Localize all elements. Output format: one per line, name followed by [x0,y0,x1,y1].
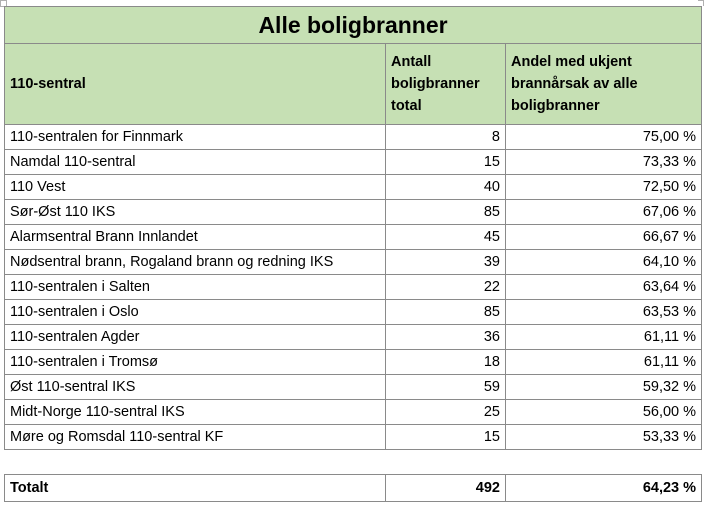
cell-name[interactable]: 110-sentralen i Salten [5,275,386,300]
table-row [5,300,702,325]
table-row [5,275,702,300]
cell-count[interactable]: 25 [386,400,506,425]
cell-share[interactable]: 72,50 % [506,175,702,200]
table-row [5,400,702,425]
cell-name[interactable]: 110 Vest [5,175,386,200]
cell-count[interactable]: 39 [386,250,506,275]
cell-count[interactable]: 85 [386,300,506,325]
cell-name[interactable]: Namdal 110-sentral [5,150,386,175]
empty-cell[interactable] [506,450,702,475]
cell-share[interactable]: 61,11 % [506,325,702,350]
cell-share[interactable]: 66,67 % [506,225,702,250]
cell-name[interactable]: Midt-Norge 110-sentral IKS [5,400,386,425]
cell-share[interactable]: 59,32 % [506,375,702,400]
total-label[interactable]: Totalt [5,475,386,502]
table-row [5,375,702,400]
cell-share[interactable]: 67,06 % [506,200,702,225]
cell-count[interactable]: 15 [386,150,506,175]
cell-name[interactable]: Sør-Øst 110 IKS [5,200,386,225]
cell-count[interactable]: 85 [386,200,506,225]
table-row [5,175,702,200]
table-row [5,350,702,375]
cell-name[interactable]: 110-sentralen i Oslo [5,300,386,325]
spreadsheet [4,6,701,502]
cell-share[interactable]: 53,33 % [506,425,702,450]
header-row [5,44,702,125]
cell-share[interactable]: 75,00 % [506,125,702,150]
table-title[interactable]: Alle boligbranner [5,7,702,44]
table-row [5,200,702,225]
cell-share[interactable]: 64,10 % [506,250,702,275]
table-row [5,325,702,350]
header-share[interactable]: Andel med ukjent brannårsak av alle boligbranner [506,44,702,125]
total-count[interactable]: 492 [386,475,506,502]
table-row [5,125,702,150]
cell-name[interactable]: 110-sentralen Agder [5,325,386,350]
title-row [5,7,702,44]
empty-cell[interactable] [5,450,386,475]
table-row [5,250,702,275]
table-row [5,225,702,250]
cell-name[interactable]: Møre og Romsdal 110-sentral KF [5,425,386,450]
cell-count[interactable]: 8 [386,125,506,150]
table-row [5,425,702,450]
cell-count[interactable]: 18 [386,350,506,375]
cell-count[interactable]: 36 [386,325,506,350]
cell-name[interactable]: Nødsentral brann, Rogaland brann og redning IKS [5,250,386,275]
empty-cell[interactable] [386,450,506,475]
cell-count[interactable]: 40 [386,175,506,200]
cell-count[interactable]: 59 [386,375,506,400]
total-share[interactable]: 64,23 % [506,475,702,502]
cell-share[interactable]: 63,64 % [506,275,702,300]
total-row [5,475,702,502]
fire-table [4,6,702,502]
cell-name[interactable]: Alarmsentral Brann Innlandet [5,225,386,250]
table-row [5,150,702,175]
header-count[interactable]: Antall boligbranner total [386,44,506,125]
cell-name[interactable]: Øst 110-sentral IKS [5,375,386,400]
cell-name[interactable]: 110-sentralen for Finnmark [5,125,386,150]
header-110-sentral[interactable]: 110-sentral [5,44,386,125]
empty-row [5,450,702,475]
cell-share[interactable]: 73,33 % [506,150,702,175]
cell-share[interactable]: 56,00 % [506,400,702,425]
cell-count[interactable]: 22 [386,275,506,300]
cell-count[interactable]: 45 [386,225,506,250]
cell-share[interactable]: 61,11 % [506,350,702,375]
cell-count[interactable]: 15 [386,425,506,450]
cell-share[interactable]: 63,53 % [506,300,702,325]
cell-name[interactable]: 110-sentralen i Tromsø [5,350,386,375]
